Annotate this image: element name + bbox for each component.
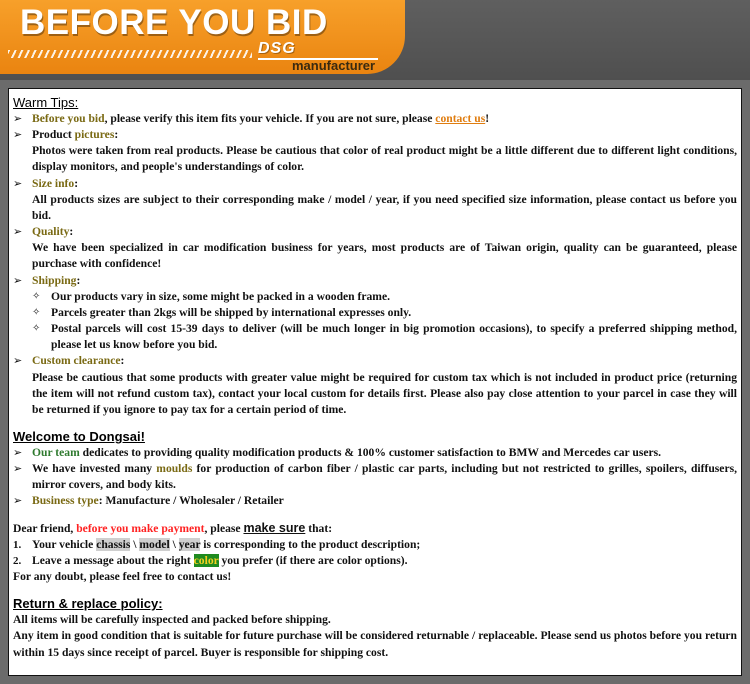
color-highlight: color (193, 553, 219, 567)
tip-label: Before you bid (32, 112, 105, 125)
diamond-bullet-icon: ✧ (32, 323, 41, 335)
section-heading-warm-tips: Warm Tips: (13, 95, 79, 110)
tip-custom-clearance: ➢ Custom clearance: (13, 353, 737, 369)
banner (0, 0, 405, 74)
tip-size-info: ➢ Size info: (13, 176, 737, 192)
shipping-item: ✧ Postal parcels will cost 15-39 days to deliver (will be much longer in big promotion occasions), to specify a preferred shipping method, please let us know before you bid. (32, 322, 737, 352)
tip-label: Business type (32, 494, 99, 508)
contact-us-link[interactable]: contact us (435, 112, 486, 125)
tip-body: Please be cautious that some products with greater value might be required for custom tax which is not included in product price (returning the item will not refund custom tax), contact your local custom for details first. Please also pay close attention to your parcel in case they will be returned if you ignore to pay tax for a certain period of time. (32, 370, 737, 416)
tip-label: Custom clearance (32, 354, 121, 368)
content-panel (8, 88, 742, 676)
tip-label: Size info (32, 176, 75, 190)
diamond-bullet-icon: ✧ (32, 306, 41, 318)
checklist-item: 2. Leave a message about the right color you prefer (if there are color options). (13, 553, 408, 567)
banner-stripe-decoration (8, 50, 252, 58)
closing-line: For any doubt, please feel free to contact us! (13, 570, 232, 584)
welcome-team: ➢ Our team dedicates to providing quality modification products & 100% customer satisfaction to BMW and Mercedes car users. (13, 445, 737, 461)
tip-shipping: ➢ Shipping: (13, 273, 737, 289)
arrow-bullet-icon: ➢ (13, 354, 23, 368)
tip-body: All products sizes are subject to their corresponding make / model / year, if you need specified size information, please contact us before you bid. (32, 192, 737, 222)
tip-before-you-bid: ➢ Before you bid, please verify this item fits your vehicle. If you are not sure, please contact us! (13, 111, 737, 127)
arrow-bullet-icon: ➢ (13, 273, 23, 287)
arrow-bullet-icon: ➢ (13, 462, 23, 476)
tip-body: We have been specialized in car modification business for years, most products are of Taiwan origin, quality can be guaranteed, please purchase with confidence! (32, 241, 737, 271)
arrow-bullet-icon: ➢ (13, 176, 23, 190)
welcome-business-type: ➢ Business type: Manufacture / Wholesaler / Retailer (13, 493, 737, 509)
arrow-bullet-icon: ➢ (13, 494, 23, 508)
arrow-bullet-icon: ➢ (13, 225, 23, 239)
tip-body: Photos were taken from real products. Please be cautious that color of real product might be a little different due to different light conditions, display monitors, and people's understandings of color. (32, 144, 737, 174)
tip-product-pictures: ➢ Product pictures: (13, 127, 737, 143)
section-heading-welcome: Welcome to Dongsai! (13, 428, 145, 444)
diamond-bullet-icon: ✧ (32, 290, 41, 302)
tip-label: Our team (32, 445, 80, 459)
section-heading-returns: Return & replace policy: (13, 596, 163, 612)
tip-label: Quality (32, 225, 70, 239)
shipping-item: ✧ Our products vary in size, some might be packed in a wooden frame. (32, 289, 737, 305)
tip-quality: ➢ Quality: (13, 224, 737, 240)
brand-subtitle: manufacturer (292, 58, 376, 73)
arrow-bullet-icon: ➢ (13, 445, 23, 459)
banner-title: BEFORE YOU BID (20, 3, 328, 42)
brand-logo: DSG (258, 40, 296, 57)
dear-friend-line: Dear friend, before you make payment, please make sure that: (13, 520, 333, 535)
tip-label: Shipping (32, 273, 77, 287)
shipping-item: ✧ Parcels greater than 2kgs will be shipped by international expresses only. (32, 305, 737, 321)
tip-label: pictures (74, 128, 115, 142)
return-policy-line: Any item in good condition that is suitable for future purchase will be considered returnable / replaceable. Please send us photos before you return within 15 days since receipt of parcel. Buyer is responsible for shipping cost. (13, 629, 737, 659)
arrow-bullet-icon: ➢ (13, 112, 23, 125)
return-policy-line: All items will be carefully inspected and packed before shipping. (13, 613, 331, 627)
checklist-item: 1. Your vehicle chassis \ model \ year is corresponding to the product description; (13, 537, 421, 551)
arrow-bullet-icon: ➢ (13, 128, 23, 142)
welcome-moulds: ➢ We have invested many moulds for production of carbon fiber / plastic car parts, including but not restricted to grilles, spoilers, diffusers, mirror covers, and body kits. (13, 462, 737, 492)
